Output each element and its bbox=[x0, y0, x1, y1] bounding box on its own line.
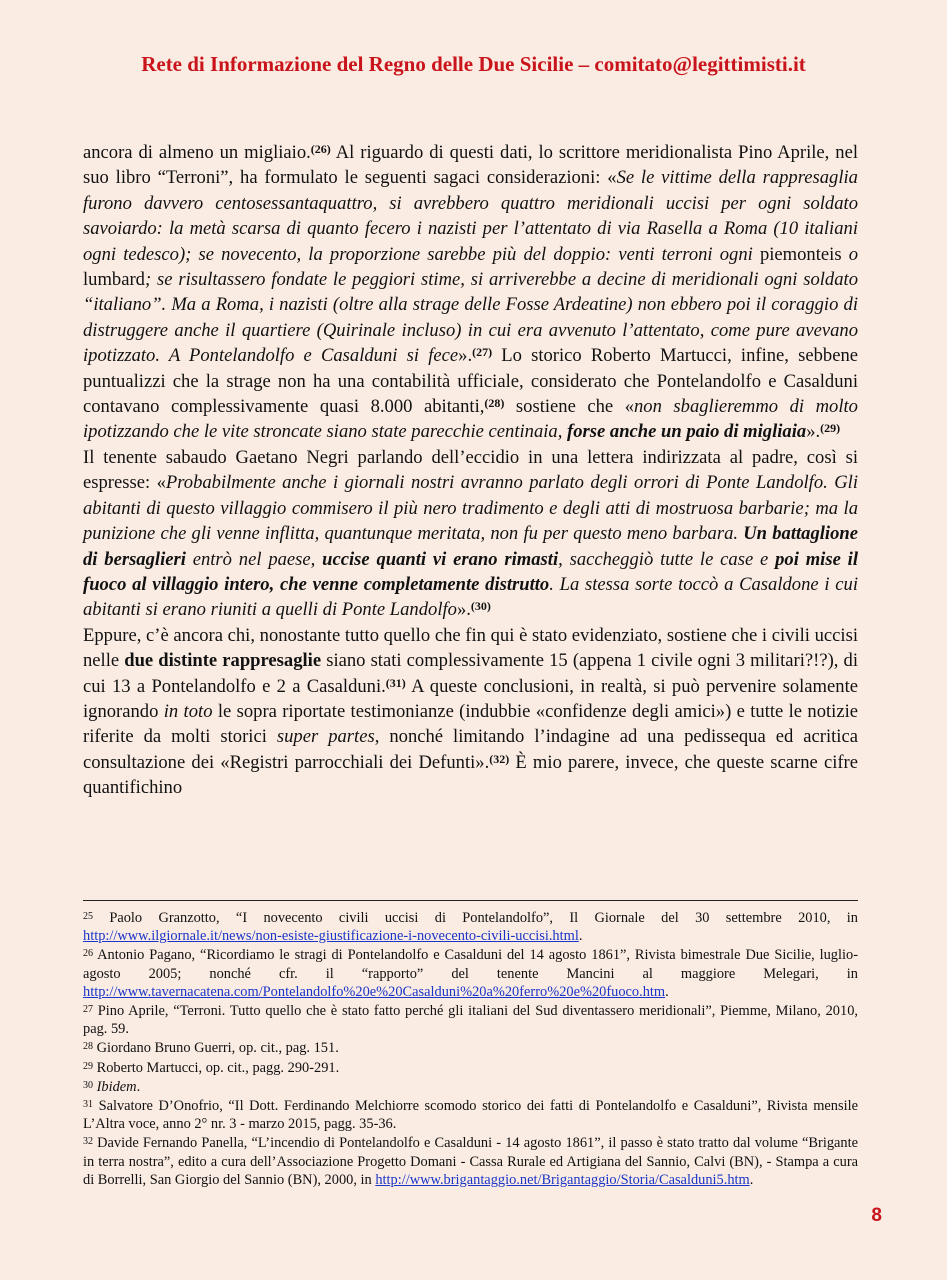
footnote-number: 29 bbox=[83, 1060, 93, 1072]
footnote-number: 26 bbox=[83, 948, 93, 960]
footnote-ref: (32) bbox=[489, 751, 510, 766]
footnote-25 bbox=[83, 908, 858, 945]
italic-text: Probabilmente anche i giornali nostri avranno parlato degli orrori di Ponte Landolfo. Gli abitanti di questo villaggio commisero il più nero tradimento e degli atti di mostruosa barbarie; ma la punizione che gli venne inflitta, quantunque meritata, non fu per questo meno barbara. bbox=[83, 472, 858, 545]
text-run: Lo storico Roberto Martucci, infine, sebbene puntualizzi che la strage non ha una contabilità ufficiale, considerato che Pontelandolfo e Casalduni contavano complessivamente quasi 8.000 abitanti, bbox=[83, 345, 859, 418]
text-run: Roberto Martucci, op. cit., pagg. 290-291. bbox=[93, 1059, 340, 1076]
footnote-number: 30 bbox=[83, 1079, 93, 1091]
paragraph-1 bbox=[83, 140, 858, 445]
text-run: ». bbox=[456, 599, 471, 621]
text-run: lumbard bbox=[83, 269, 145, 291]
footnote-divider bbox=[83, 900, 858, 901]
bold-italic-text: uccise quanti vi erano rimasti bbox=[322, 548, 559, 570]
footnote-number: 28 bbox=[83, 1041, 93, 1053]
text-run: sostiene che « bbox=[504, 396, 634, 418]
footnote-link[interactable]: http://www.ilgiornale.it/news/non-esiste-giustificazione-i-novecento-civili-uccisi.html bbox=[83, 928, 579, 945]
text-run: È mio parere, invece, che queste scarne cifre quantifichino bbox=[83, 751, 858, 799]
footnote-link[interactable]: http://www.brigantaggio.net/Brigantaggio/Storia/Casalduni5.htm bbox=[375, 1171, 750, 1188]
text-run: . bbox=[136, 1078, 141, 1095]
footnote-ref: (30) bbox=[470, 599, 491, 614]
footnote-31 bbox=[83, 1096, 858, 1133]
footnote-number: 32 bbox=[83, 1136, 93, 1148]
footnote-ref: (28) bbox=[484, 396, 505, 411]
bold-italic-text: poi mise il fuoco al villaggio intero, che venne completamente distrutto bbox=[83, 548, 858, 595]
main-text bbox=[83, 140, 858, 801]
italic-text: , saccheggiò tutte le case e bbox=[558, 548, 776, 570]
footnote-ref: (31) bbox=[385, 675, 406, 690]
bold-italic-text: Un battaglione di bersaglieri bbox=[83, 523, 858, 570]
italic-text: non sbaglieremmo di molto ipotizzando che le vite stroncate siano state parecchie centinaia, bbox=[83, 396, 858, 443]
text-run: Antonio Pagano, “Ricordiamo le stragi di Pontelandolfo e Casalduni del 14 agosto 1861”, Rivista bimestrale Due Sicilie, luglio-agosto 2005; nonché cfr. il “rapporto” del tenente Mancini al maggiore Melegari, in bbox=[83, 947, 858, 982]
footnote-ref: (26) bbox=[310, 142, 331, 156]
text-run: . bbox=[578, 928, 583, 945]
text-run: Il tenente sabaudo Gaetano Negri parlando dell’eccidio in una lettera indirizzata al padre, così si espresse: « bbox=[83, 446, 858, 494]
text-run: Salvatore D’Onofrio, “Il Dott. Ferdinando Melchiorre scomodo storico dei fatti di Pontelandolfo e Casalduni”, Rivista mensile L’Altra voce, anno 2° nr. 3 - marzo 2015, pagg. 35-36. bbox=[83, 1098, 858, 1133]
italic-text: o bbox=[848, 243, 858, 265]
text-run: Davide Fernando Panella, “L’incendio di Pontelandolfo e Casalduni - 14 agosto 1861”, il passo è stato tratto dal volume “Brigante in terra nostra”, edito a cura dell’Associazione Progetto Domani - Cassa Rurale ed Artigiana del Sannio, Calvi (BN), - Stampa a cura di Borrelli, San Giorgio del Sannio (BN), 2000, in bbox=[83, 1135, 858, 1188]
footnote-link[interactable]: http://www.tavernacatena.com/Pontelandolfo%20e%20Casalduni%20a%20ferro%20e%20fuoco.htm bbox=[83, 983, 666, 1000]
italic-text: ; se risultassero fondate le peggiori stime, si arriverebbe a decine di meridionali ogni soldato “italiano”. Ma a Roma, i nazisti (oltre alla strage delle Fosse Ardeatine) non ebbero poi il coraggio di distruggere anche il quartiere (Quirinale incluso) in cui era avvenuto l’attentato, come pure avevano ipotizzato. A Pontelandolfo e Casalduni si fece bbox=[83, 269, 858, 367]
footnote-28 bbox=[83, 1038, 858, 1057]
italic-text: Ibidem bbox=[96, 1078, 137, 1095]
text-run: ancora di almeno un migliaio. bbox=[83, 142, 311, 163]
text-run: Giordano Bruno Guerri, op. cit., pag. 151. bbox=[93, 1040, 339, 1057]
page-header-title: Rete di Informazione del Regno delle Due Sicilie – comitato@legittimisti.it bbox=[141, 52, 806, 76]
text-run: Eppure, c’è ancora chi, nonostante tutto quello che fin qui è stato evidenziato, sostiene che i civili uccisi nelle bbox=[83, 624, 858, 672]
text-run: piemonteis bbox=[752, 243, 849, 265]
text-run: ». bbox=[458, 345, 473, 367]
footnote-number: 25 bbox=[83, 911, 93, 922]
text-run: Paolo Granzotto, “I novecento civili uccisi di Pontelandolfo”, Il Giornale del 30 settembre 2010, in bbox=[93, 910, 858, 926]
footnote-number: 31 bbox=[83, 1099, 93, 1111]
footnote-30 bbox=[83, 1077, 858, 1096]
text-run: siano stati complessivamente 15 (appena 1 civile ogni 3 militari?!?), di cui 13 a Pontelandolfo e 2 a Casalduni. bbox=[83, 650, 858, 697]
italic-text: Se le vittime della rappresaglia furono davvero centosessantaquattro, si avrebbero quattro meridionali uccisi per ogni soldato savoiardo: la metà scarsa di quanto fecero i nazisti per l’attentato di via Rasella a Roma (10 italiani ogni tedesco); se novecento, la proporzione sarebbe più del doppio: venti terroni ogni bbox=[83, 167, 858, 265]
bold-italic-text: forse anche un paio di migliaia bbox=[567, 421, 807, 443]
text-run: le sopra riportate testimonianze (indubbie «confidenze degli amici») e tutte le notizie riferite da molti storici bbox=[83, 700, 859, 748]
footnote-32 bbox=[83, 1133, 858, 1189]
bold-text: due distinte rappresaglie bbox=[124, 650, 322, 672]
page-number: 8 bbox=[871, 1205, 882, 1226]
footnote-ref: (27) bbox=[472, 345, 493, 360]
text-run: Pino Aprile, “Terroni. Tutto quello che è stato fatto perché gli italiani del Sud diventassero meridionali”, Piemme, Milano, 2010, pag. 59. bbox=[83, 1003, 858, 1038]
footnote-number: 27 bbox=[83, 1004, 93, 1016]
footnotes bbox=[83, 908, 858, 1189]
text-run: A queste conclusioni, in realtà, si può pervenire solamente ignorando bbox=[83, 675, 858, 722]
text-run: . bbox=[665, 983, 669, 1000]
italic-text: entrò nel paese, bbox=[185, 548, 323, 570]
footnote-29 bbox=[83, 1058, 858, 1077]
paragraph-3 bbox=[83, 623, 858, 801]
text-run: , nonché limitando l’indagine ad una pedissequa ed acritica consultazione dei «Registri parrocchiali dei Defunti». bbox=[83, 726, 858, 773]
italic-text: super partes bbox=[276, 726, 375, 748]
italic-text: . La stessa sorte toccò a Casaldone i cui abitanti si erano riuniti a quelli di Ponte Landolfo bbox=[83, 573, 858, 621]
footnote-ref: (29) bbox=[820, 421, 841, 436]
paragraph-2 bbox=[83, 445, 858, 623]
text-run: Al riguardo di questi dati, lo scrittore meridionalista Pino Aprile, nel suo libro “Terroni”, ha formulato le seguenti sagaci considerazioni: « bbox=[83, 142, 859, 189]
text-run: ». bbox=[806, 421, 821, 443]
footnote-27 bbox=[83, 1001, 858, 1038]
italic-text: in toto bbox=[163, 700, 213, 722]
footnote-26 bbox=[83, 945, 858, 1001]
text-run: . bbox=[749, 1171, 754, 1188]
